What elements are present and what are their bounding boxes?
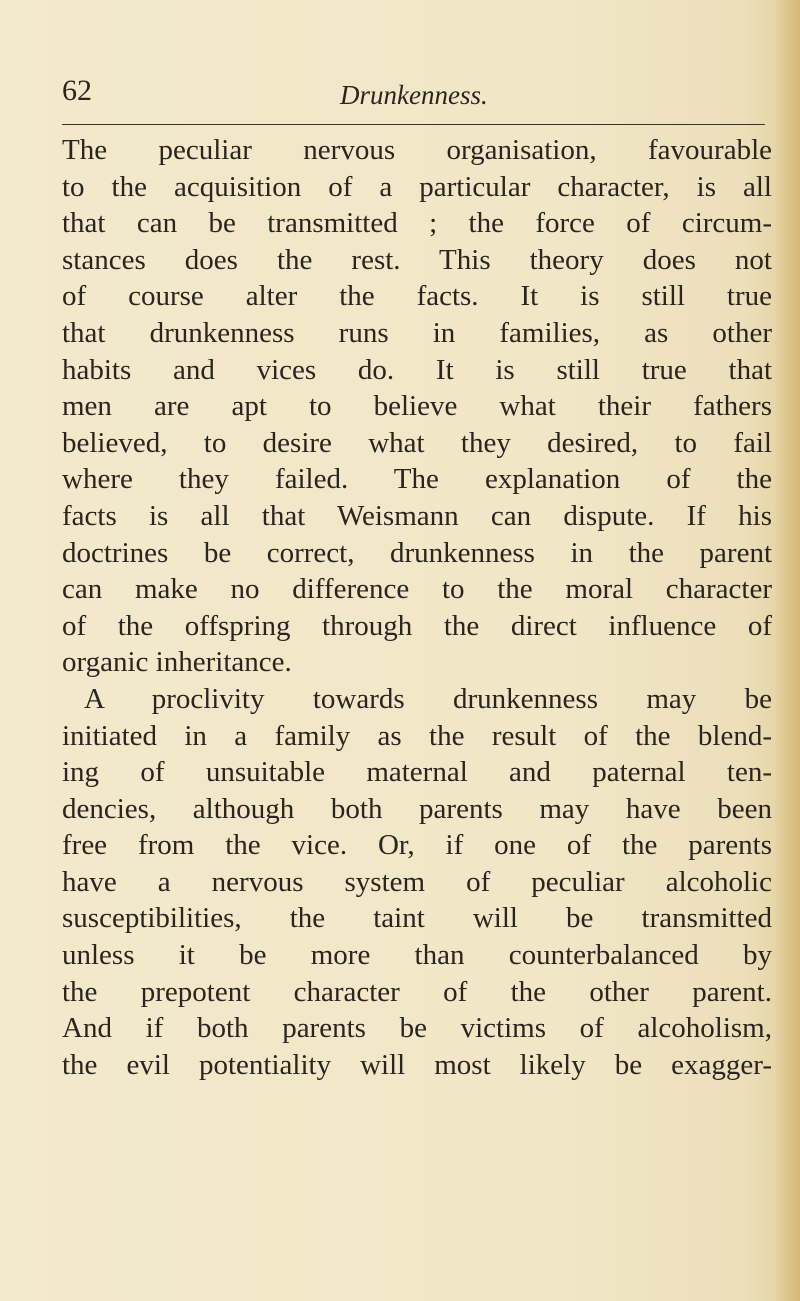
- body-text: [62, 132, 772, 1083]
- text-line: the evil potentiality will most likely be exagger-: [62, 1048, 772, 1081]
- page-edge-shadow: [774, 0, 800, 1301]
- text-line: can make no difference to the moral character: [62, 573, 772, 606]
- text-line: that can be transmitted ; the force of circum-: [62, 207, 772, 240]
- paragraph-start-line: A proclivity towards drunkenness may be: [84, 682, 772, 715]
- text-line: stances does the rest. This theory does not: [62, 243, 772, 276]
- text-line: dencies, although both parents may have been: [62, 792, 772, 825]
- page-number: 62: [62, 74, 92, 107]
- text-line: habits and vices do. It is still true that: [62, 353, 772, 386]
- text-line: that drunkenness runs in families, as other: [62, 316, 772, 349]
- text-line: where they failed. The explanation of the: [62, 463, 772, 496]
- text-line: The peculiar nervous organisation, favourable: [62, 134, 772, 166]
- text-line: free from the vice. Or, if one of the parents: [62, 829, 772, 862]
- text-line: of course alter the facts. It is still true: [62, 280, 772, 313]
- text-line: initiated in a family as the result of the blend-: [62, 719, 772, 752]
- header-rule: [62, 124, 765, 125]
- text-line: believed, to desire what they desired, to fail: [62, 426, 772, 459]
- text-line: facts is all that Weismann can dispute. If his: [62, 499, 772, 532]
- text-line: doctrines be correct, drunkenness in the parent: [62, 536, 772, 569]
- text-line: susceptibilities, the taint will be transmitted: [62, 902, 772, 935]
- text-line: And if both parents be victims of alcoholism,: [62, 1012, 772, 1045]
- text-line: the prepotent character of the other parent.: [62, 975, 772, 1008]
- text-line: to the acquisition of a particular character, is all: [62, 170, 772, 203]
- running-title: Drunkenness.: [340, 80, 488, 110]
- text-line: unless it be more than counterbalanced by: [62, 939, 772, 972]
- paragraph-end-line: organic inheritance.: [62, 646, 292, 679]
- text-line: of the offspring through the direct influence of: [62, 609, 772, 642]
- text-line: men are apt to believe what their fathers: [62, 390, 772, 423]
- text-line: ing of unsuitable maternal and paternal ten-: [62, 756, 772, 789]
- text-line: have a nervous system of peculiar alcoholic: [62, 865, 772, 898]
